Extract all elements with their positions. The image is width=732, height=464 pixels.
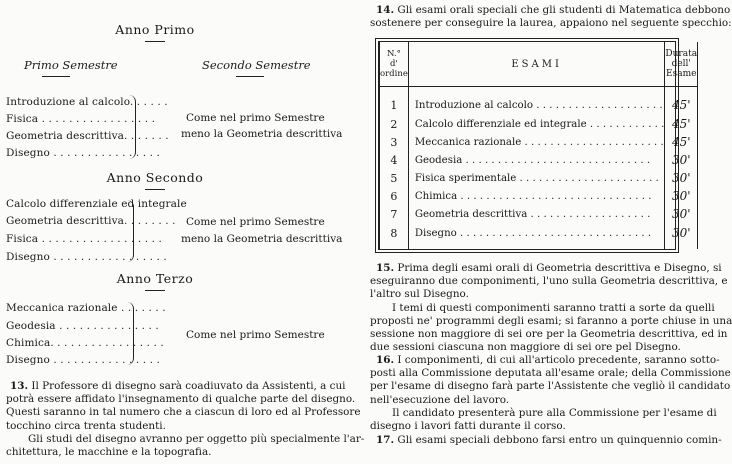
- para-17: 17. Gli esami speciali debbono farsi entro un quinquennio comin-: [376, 434, 722, 446]
- divider: [145, 290, 165, 291]
- para-number: 16.: [376, 354, 395, 366]
- semester-note: Come nel primo Semestre: [186, 216, 325, 228]
- para-number: 14.: [376, 4, 395, 16]
- table-row: 8 Disegno . . . . . . . . . . . . . . . . . . . . . . . . . . . . . . 30': [380, 223, 698, 249]
- col-exams-header: ESAMI: [408, 42, 665, 87]
- course-item: Geometria descrittiva. . . . . . .: [6, 130, 169, 142]
- course-item: Geometria descrittiva. . . . . . . .: [6, 215, 176, 227]
- col-duration-header: Durata dell' Esame: [665, 42, 698, 87]
- semester-note: Come nel primo Semestre: [186, 329, 325, 341]
- course-item: Disegno . . . . . . . . . . . . . . . . .: [6, 251, 167, 263]
- sem2-heading: Secondo Semestre: [202, 58, 311, 72]
- sem1-heading: Primo Semestre: [24, 58, 118, 72]
- semester-note: meno la Geometria descrittiva: [181, 233, 343, 245]
- divider: [145, 189, 165, 190]
- table-row: 2 Calcolo differenziale ed integrale . . . . . . . . . . . . 45': [380, 115, 698, 133]
- para-15: 15. Prima degli esami orali di Geometria descrittiva e Disegno, si eseguiranno due componimenti, l'uno sulla Geometria descrittiva, e l'altro sul Disegno. I temi di questi componimenti saranno tratti a sorte da quelli proposti ne' programmi degli esami; si faranno a porte chiuse in una sessione non maggiore di sei ore per la Geometria descrittiva, ed in due sessioni ciascuna non maggiore di sei ore pel Disegno.: [370, 262, 732, 354]
- brace: [128, 95, 136, 159]
- para-14: 14. Gli esami orali speciali che gli studenti di Matematica debbono sostenere per conseguire la laurea, appaiono nel seguente specchio:: [370, 4, 732, 30]
- para-13: 13. Il Professore di disegno sarà coadiuvato da Assistenti, a cui potrà essere affidato l'insegnamento di qualche parte del disegno. Questi saranno in tal numero che a ciascun di loro ed al Professore tocchino circa trenta studenti. Gli studi del disegno avranno per oggetto più specialmente l'ar- chitettura, le macchine e la topografia.: [6, 380, 365, 459]
- course-item: Disegno . . . . . . . . . . . . . . . .: [6, 147, 160, 159]
- divider: [145, 41, 165, 42]
- table-row: 4 Geodesia . . . . . . . . . . . . . . . . . . . . . . . . . . . . . 30': [380, 151, 698, 169]
- para-number: 15.: [376, 262, 395, 274]
- course-item: Geodesia . . . . . . . . . . . . . . .: [6, 320, 159, 332]
- exams-table: [378, 41, 698, 250]
- course-item: Calcolo differenziale ed integrale: [6, 198, 187, 210]
- table-row: 7 Geometria descrittiva . . . . . . . . . . . . . . . . . . . 30': [380, 205, 698, 223]
- para-number: 13.: [10, 380, 29, 392]
- year3-title: Anno Terzo: [116, 271, 194, 286]
- table-row: 6 Chimica . . . . . . . . . . . . . . . . . . . . . . . . . . . . . . 30': [380, 187, 698, 205]
- divider: [42, 76, 70, 77]
- col-number-header: N.° d' ordine: [380, 42, 409, 87]
- course-item: Fisica . . . . . . . . . . . . . . . . .: [6, 113, 156, 125]
- year1-title: Anno Primo: [115, 22, 195, 37]
- para-number: 17.: [376, 434, 395, 446]
- year2-title: Anno Secondo: [106, 170, 204, 185]
- course-item: Introduzione al calcolo. . . . . .: [6, 96, 168, 108]
- semester-note: Come nel primo Semestre: [186, 112, 325, 124]
- table-row: 1 Introduzione al calcolo . . . . . . . . . . . . . . . . . . . . 45': [380, 87, 698, 116]
- semester-note: meno la Geometria descrittiva: [181, 128, 343, 140]
- para-16: 16. I componimenti, di cui all'articolo precedente, saranno sotto- posti alla Commissione deputata all'esame orale; della Commissione per l'esame di disegno farà parte l'Assistente che vegliò il candidato nell'esecuzione del lavoro. Il candidato presenterà pure alla Commissione per l'esame di disegno i lavori fatti durante il corso.: [370, 354, 731, 433]
- course-item: Meccanica razionale . . . . . . .: [6, 302, 166, 314]
- brace: [126, 302, 134, 365]
- table-row: 3 Meccanica razionale . . . . . . . . . . . . . . . . . . . . . . 45': [380, 133, 698, 151]
- table-row: 5 Fisica sperimentale . . . . . . . . . . . . . . . . . . . . . . 30': [380, 169, 698, 187]
- brace: [126, 200, 134, 262]
- divider: [236, 76, 264, 77]
- course-item: Chimica. . . . . . . . . . . . . . . . .: [6, 337, 164, 349]
- course-item: Fisica . . . . . . . . . . . . . . . . . .: [6, 233, 162, 245]
- course-item: Disegno . . . . . . . . . . . . . . . .: [6, 354, 160, 366]
